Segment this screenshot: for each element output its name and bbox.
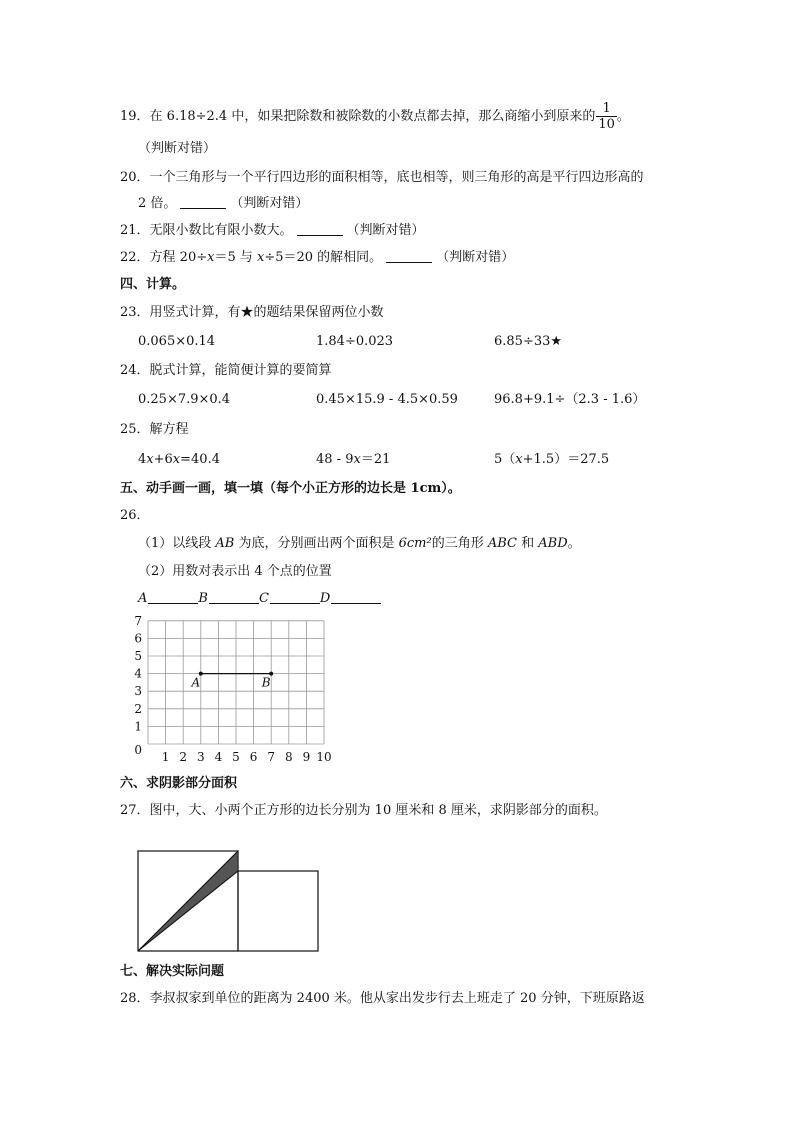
q25-text: 25．解方程	[120, 422, 189, 437]
q19-frac-num: 1	[596, 101, 617, 117]
eq2-b: ＝21	[360, 452, 391, 467]
grid-lines	[148, 621, 324, 744]
eq2-a: 48 - 9	[316, 452, 354, 467]
diagonal-line	[138, 851, 238, 951]
x-tick-label: 4	[214, 750, 223, 764]
fill-blank-a[interactable]	[148, 591, 198, 604]
q26-sub1	[138, 535, 581, 553]
q24-item-1: 0.25×7.9×0.4	[138, 392, 231, 407]
y-tick-label: 0	[134, 743, 142, 757]
q21-answer-blank[interactable]	[297, 223, 343, 236]
sub1-ab: AB	[215, 536, 235, 551]
q22-post: ÷5＝20 的解相同。	[264, 250, 383, 265]
shaded-area-figure	[136, 849, 322, 953]
q23-item-3: 6.85÷33★	[494, 334, 563, 349]
q23-text: 23．用竖式计算，有★的题结果保留两位小数	[120, 305, 384, 320]
q26-sub2: （2）用数对表示出 4 个点的位置	[138, 564, 332, 579]
y-tick-label: 7	[134, 613, 142, 628]
fill-label-d: D	[319, 591, 331, 606]
fill-blank-b[interactable]	[209, 591, 259, 604]
point-a-label: A	[191, 675, 201, 690]
q25-eq-2	[316, 451, 390, 469]
q24-item-2: 0.45×15.9 - 4.5×0.59	[316, 392, 458, 407]
sub1-mid2: 的三角形	[431, 536, 488, 551]
y-tick-label: 4	[134, 666, 142, 681]
x-tick-label: 3	[196, 750, 205, 764]
q22-var2: x	[257, 250, 265, 265]
q24-item-3: 96.8+9.1÷（2.3 - 1.6）	[494, 392, 646, 407]
eq1-c: =40.4	[180, 452, 220, 467]
q19-text: 19．在 6.18÷2.4 中，如果把除数和被除数的小数点都去掉，那么商缩小到原来的	[120, 109, 596, 124]
q22-pre: 22．方程 20÷	[120, 250, 208, 265]
sub1-end: 。	[567, 536, 581, 551]
q22-answer-blank[interactable]	[386, 250, 432, 263]
q23-item-2: 1.84÷0.023	[316, 334, 394, 349]
x-tick-label: 1	[161, 750, 170, 764]
question-21	[120, 222, 425, 240]
segment-ab	[190, 672, 273, 690]
sub1-area: 6cm²	[398, 536, 432, 551]
fill-label-c: C	[258, 591, 269, 606]
fill-blank-c[interactable]	[270, 591, 320, 604]
x-tick-label: 10	[316, 750, 332, 764]
y-tick-label: 6	[134, 631, 142, 646]
q22-var1: x	[207, 250, 215, 265]
x-tick-label: 5	[232, 750, 240, 764]
grid-labels	[134, 614, 331, 764]
q22-mid: ＝5 与	[214, 250, 257, 265]
section-4-title: 四、计算。	[120, 277, 186, 292]
sub1-abc: ABC	[487, 536, 517, 551]
x-tick-label: 7	[267, 750, 276, 764]
q19-judge: （判断对错）	[138, 141, 217, 156]
y-tick-label: 3	[134, 684, 142, 699]
y-tick-label: 2	[134, 701, 142, 716]
q27-text: 27．图中，大、小两个正方形的边长分别为 10 厘米和 8 厘米，求阴影部分的面积。	[120, 803, 607, 818]
x-tick-label: 9	[302, 750, 311, 764]
eq1-b: +6	[153, 452, 173, 467]
q21-text: 21．无限小数比有限小数大。	[120, 223, 293, 238]
question-22	[120, 249, 514, 267]
eq3-b: +1.5）＝27.5	[522, 452, 610, 467]
q22-judge: （判断对错）	[436, 250, 515, 265]
fill-label-b: B	[198, 591, 208, 606]
q20-line2	[138, 195, 308, 213]
y-tick-label: 1	[134, 719, 142, 734]
q20-line1: 20．一个三角形与一个平行四边形的面积相等，底也相等，则三角形的高是平行四边形高的	[120, 170, 644, 185]
x-tick-label: 6	[249, 750, 258, 764]
q26-fill-row	[138, 590, 381, 608]
question-19	[120, 101, 630, 132]
q21-judge: （判断对错）	[346, 223, 425, 238]
x-tick-label: 8	[284, 750, 293, 764]
sub1-and: 和	[517, 536, 539, 551]
fill-blank-d[interactable]	[331, 591, 381, 604]
q25-eq-1	[138, 451, 220, 469]
q23-item-1: 0.065×0.14	[138, 334, 216, 349]
q19-fraction	[596, 101, 617, 132]
eq2-x: x	[353, 452, 361, 467]
sub1-pre: （1）以线段	[138, 536, 216, 551]
q26-num: 26．	[120, 508, 150, 523]
inner-line	[138, 871, 238, 951]
q20-answer-blank[interactable]	[180, 196, 226, 209]
q24-text: 24．脱式计算，能简便计算的要简算	[120, 363, 332, 378]
eq3-x: x	[515, 452, 523, 467]
x-tick-label: 2	[179, 750, 188, 764]
q25-eq-3	[494, 451, 609, 469]
section-7-title: 七、解决实际问题	[120, 964, 225, 979]
fill-label-a: A	[138, 591, 148, 606]
y-tick-label: 5	[134, 649, 142, 663]
q20-text: 2 倍。	[138, 196, 177, 211]
sub1-mid: 为底，分别画出两个面积是	[234, 536, 399, 551]
eq1-x2: x	[172, 452, 181, 467]
sub1-abd: ABD	[538, 536, 568, 551]
q19-tail: 。	[616, 109, 630, 124]
eq1-a: 4	[138, 452, 147, 467]
small-square	[238, 871, 318, 951]
section-6-title: 六、求阴影部分面积	[120, 776, 238, 791]
section-5-title: 五、动手画一画，填一填（每个小正方形的边长是 1cm）。	[120, 481, 461, 496]
eq3-a: 5（	[494, 452, 516, 467]
eq1-x1: x	[146, 452, 154, 467]
coordinate-grid[interactable]	[130, 610, 360, 768]
q19-frac-den: 10	[598, 117, 615, 132]
point-b-label: B	[261, 675, 271, 690]
q20-judge: （判断对错）	[230, 196, 309, 211]
q28-text: 28．李叔叔家到单位的距离为 2400 米。他从家出发步行去上班走了 20 分钟，下班原路返	[120, 991, 645, 1006]
